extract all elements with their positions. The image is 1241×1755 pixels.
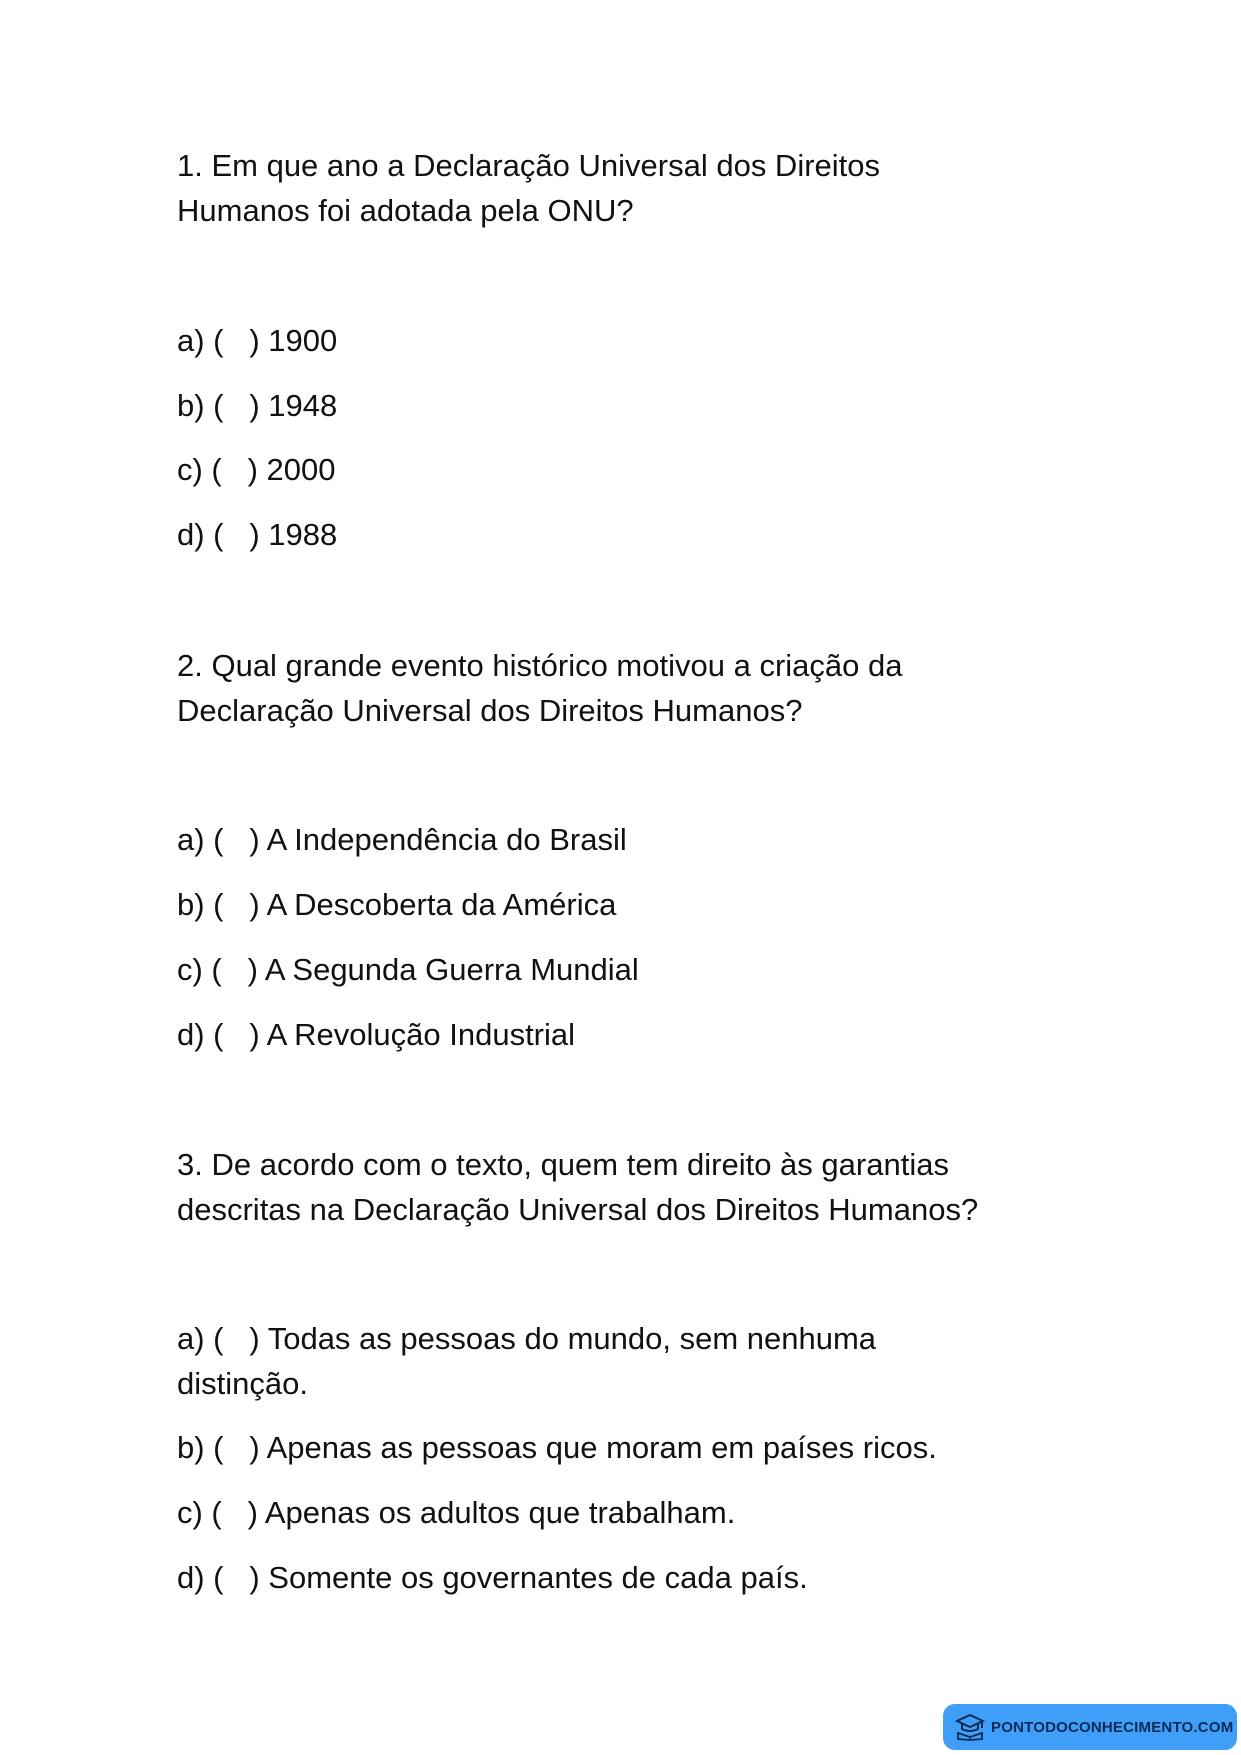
q1-option-b: b) ( ) 1948 xyxy=(177,388,338,423)
question-2-text xyxy=(177,643,902,733)
q3-option-d: d) ( ) Somente os governantes de cada país. xyxy=(177,1560,808,1595)
question-1-text xyxy=(177,143,880,233)
question-3-line-1: 3. De acordo com o texto, quem tem direito às garantias xyxy=(177,1147,949,1182)
q2-option-a: a) ( ) A Independência do Brasil xyxy=(177,822,627,857)
site-watermark-badge xyxy=(943,1704,1237,1750)
q3-option-a: a) ( ) Todas as pessoas do mundo, sem nenhuma distinção. xyxy=(177,1321,885,1401)
question-3-line-2: descritas na Declaração Universal dos Direitos Humanos? xyxy=(177,1192,979,1227)
question-2-line-2: Declaração Universal dos Direitos Humanos? xyxy=(177,693,803,728)
q2-option-b: b) ( ) A Descoberta da América xyxy=(177,887,617,922)
q3-option-b: b) ( ) Apenas as pessoas que moram em países ricos. xyxy=(177,1430,937,1465)
q2-option-c: c) ( ) A Segunda Guerra Mundial xyxy=(177,952,639,987)
q3-option-c: c) ( ) Apenas os adultos que trabalham. xyxy=(177,1495,736,1530)
question-1-line-1: 1. Em que ano a Declaração Universal dos Direitos xyxy=(177,148,881,183)
q1-option-c: c) ( ) 2000 xyxy=(177,452,336,487)
question-3-text xyxy=(177,1142,978,1232)
graduation-cap-book-icon xyxy=(955,1713,985,1741)
q1-option-d: d) ( ) 1988 xyxy=(177,517,338,552)
q2-option-d: d) ( ) A Revolução Industrial xyxy=(177,1017,576,1052)
question-1-line-2: Humanos foi adotada pela ONU? xyxy=(177,193,634,228)
watermark-text: PONTODOCONHECIMENTO.COM xyxy=(991,1718,1234,1736)
question-2-line-1: 2. Qual grande evento histórico motivou a criação da xyxy=(177,648,903,683)
q1-option-a: a) ( ) 1900 xyxy=(177,323,338,358)
